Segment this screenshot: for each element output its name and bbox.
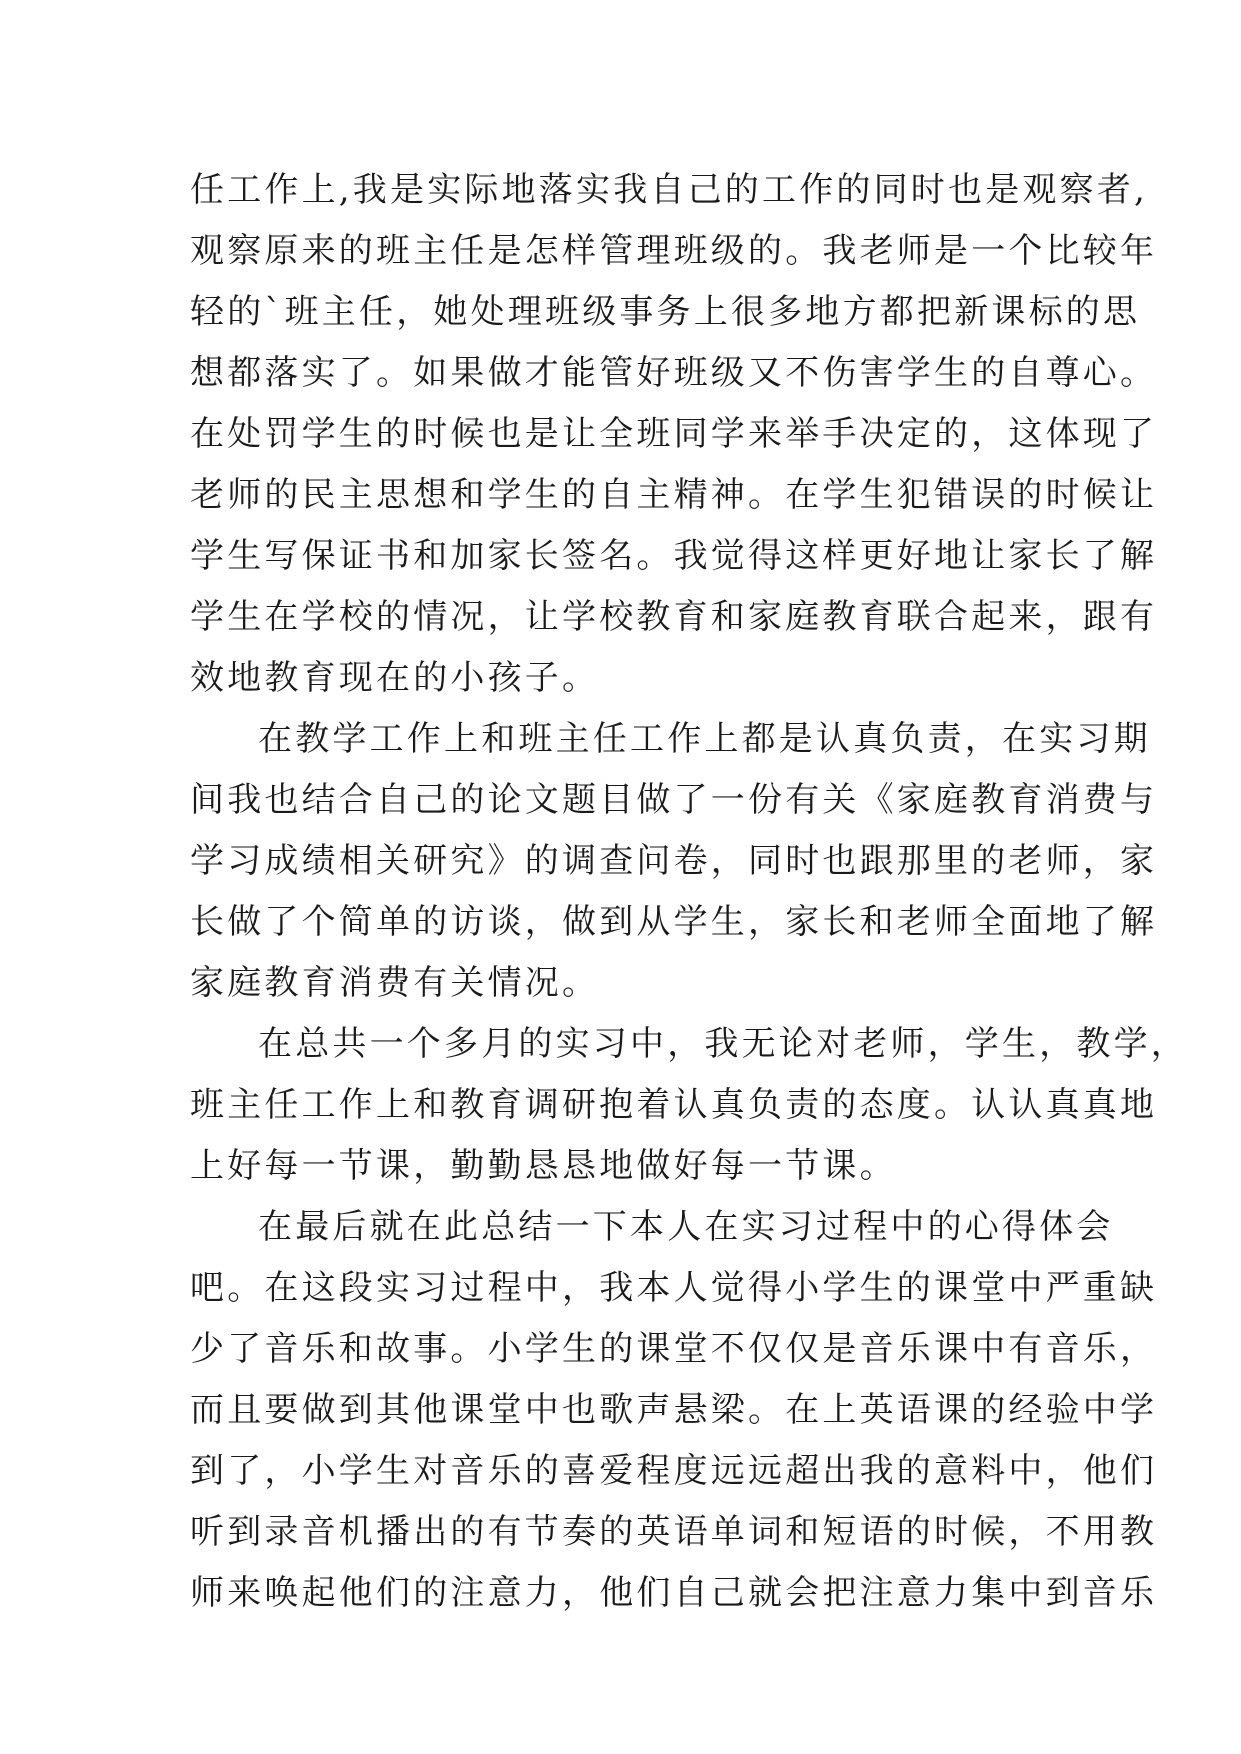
paragraph-first-line: 在教学工作上和班主任工作上都是认真负责，在实习期 bbox=[258, 719, 1151, 759]
paragraph-first-line: 在最后就在此总结一下本人在实习过程中的心得体会 bbox=[258, 1207, 1114, 1247]
text-line: 在处罚学生的时候也是让全班同学来举手决定的，这体现了 bbox=[190, 414, 1158, 454]
paragraph-first-line: 在总共一个多月的实习中，我无论对老师，学生，教学， bbox=[258, 1024, 1188, 1064]
text-line: 观察原来的班主任是怎样管理班级的。我老师是一个比较年 bbox=[190, 231, 1158, 271]
text-line: 轻的`班主任，她处理班级事务上很多地方都把新课标的思 bbox=[190, 292, 1141, 332]
text-line: 听到录音机播出的有节奏的英语单词和短语的时候，不用教 bbox=[190, 1512, 1158, 1552]
text-line: 间我也结合自己的论文题目做了一份有关《家庭教育消费与 bbox=[190, 780, 1158, 820]
body-text bbox=[190, 160, 1188, 1624]
text-line: 师来唤起他们的注意力，他们自己就会把注意力集中到音乐 bbox=[190, 1573, 1158, 1613]
text-line: 上好每一节课，勤勤恳恳地做好每一节课。 bbox=[190, 1146, 897, 1186]
text-line: 学习成绩相关研究》的调查问卷，同时也跟那里的老师，家 bbox=[190, 841, 1158, 881]
text-line: 班主任工作上和教育调研抱着认真负责的态度。认认真真地 bbox=[190, 1085, 1158, 1125]
text-line: 任工作上,我是实际地落实我自己的工作的同时也是观察者, bbox=[190, 170, 1149, 210]
text-line: 效地教育现在的小孩子。 bbox=[190, 658, 600, 698]
text-line: 吧。在这段实习过程中，我本人觉得小学生的课堂中严重缺 bbox=[190, 1268, 1158, 1308]
text-line: 而且要做到其他课堂中也歌声悬梁。在上英语课的经验中学 bbox=[190, 1390, 1158, 1430]
text-line: 老师的民主思想和学生的自主精神。在学生犯错误的时候让 bbox=[190, 475, 1158, 515]
text-line: 少了音乐和故事。小学生的课堂不仅仅是音乐课中有音乐， bbox=[190, 1329, 1158, 1369]
text-line: 到了，小学生对音乐的喜爱程度远远超出我的意料中，他们 bbox=[190, 1451, 1158, 1491]
text-line: 想都落实了。如果做才能管好班级又不伤害学生的自尊心。 bbox=[190, 353, 1158, 393]
text-line: 家庭教育消费有关情况。 bbox=[190, 963, 600, 1003]
text-line: 学生写保证书和加家长签名。我觉得这样更好地让家长了解 bbox=[190, 536, 1158, 576]
text-line: 长做了个简单的访谈，做到从学生，家长和老师全面地了解 bbox=[190, 902, 1158, 942]
text-line: 学生在学校的情况，让学校教育和家庭教育联合起来，跟有 bbox=[190, 597, 1158, 637]
